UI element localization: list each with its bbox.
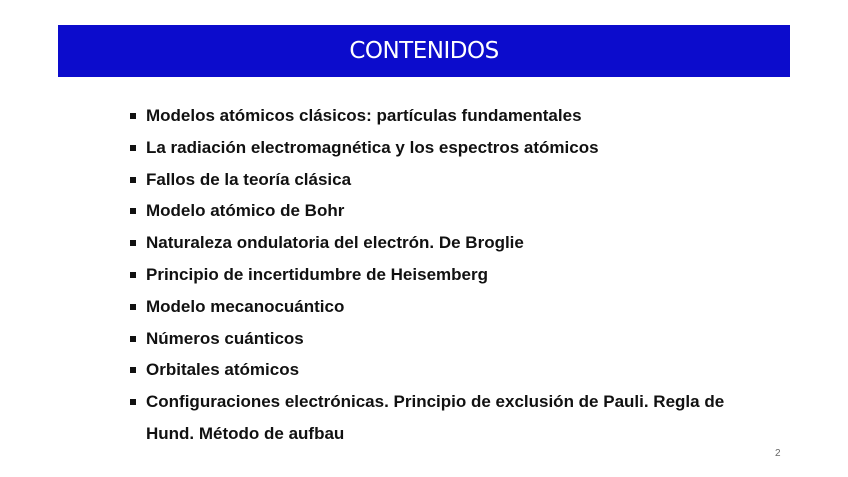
list-item-text: Fallos de la teoría clásica xyxy=(146,169,352,189)
list-item-text: Modelo atómico de Bohr xyxy=(146,201,345,221)
list-item xyxy=(130,259,770,291)
square-bullet-icon xyxy=(130,177,136,183)
list-item xyxy=(130,291,770,323)
square-bullet-icon xyxy=(130,272,136,278)
list-item-text: La radiación electromagnética y los espectros atómicos xyxy=(146,137,599,157)
square-bullet-icon xyxy=(130,208,136,214)
square-bullet-icon xyxy=(130,304,136,310)
page-number: 2 xyxy=(775,448,781,459)
list-item xyxy=(130,132,770,164)
square-bullet-icon xyxy=(130,367,136,373)
list-item-text: Modelos atómicos clásicos: partículas fundamentales xyxy=(146,106,582,125)
list-item-text: Naturaleza ondulatoria del electrón. De Broglie xyxy=(146,233,524,253)
square-bullet-icon xyxy=(130,240,136,246)
list-item-text: Números cuánticos xyxy=(146,328,304,348)
list-item xyxy=(130,386,770,450)
list-item xyxy=(130,100,770,132)
list-item xyxy=(130,354,770,386)
list-item xyxy=(130,195,770,227)
title-bar xyxy=(58,25,790,77)
square-bullet-icon xyxy=(130,336,136,342)
list-item-text: Modelo mecanocuántico xyxy=(146,296,345,316)
list-item xyxy=(130,164,770,196)
square-bullet-icon xyxy=(130,145,136,151)
slide-title: CONTENIDOS xyxy=(349,38,499,64)
list-item-text: Configuraciones electrónicas. Principio de exclusión de Pauli. Regla de Hund. Método de aufbau xyxy=(146,392,725,443)
list-item xyxy=(130,227,770,259)
list-item xyxy=(130,323,770,355)
list-item-text: Orbitales atómicos xyxy=(146,360,300,380)
list-item-text: Principio de incertidumbre de Heisemberg xyxy=(146,264,488,284)
contents-list xyxy=(130,100,770,450)
square-bullet-icon xyxy=(130,113,136,119)
square-bullet-icon xyxy=(130,399,136,405)
